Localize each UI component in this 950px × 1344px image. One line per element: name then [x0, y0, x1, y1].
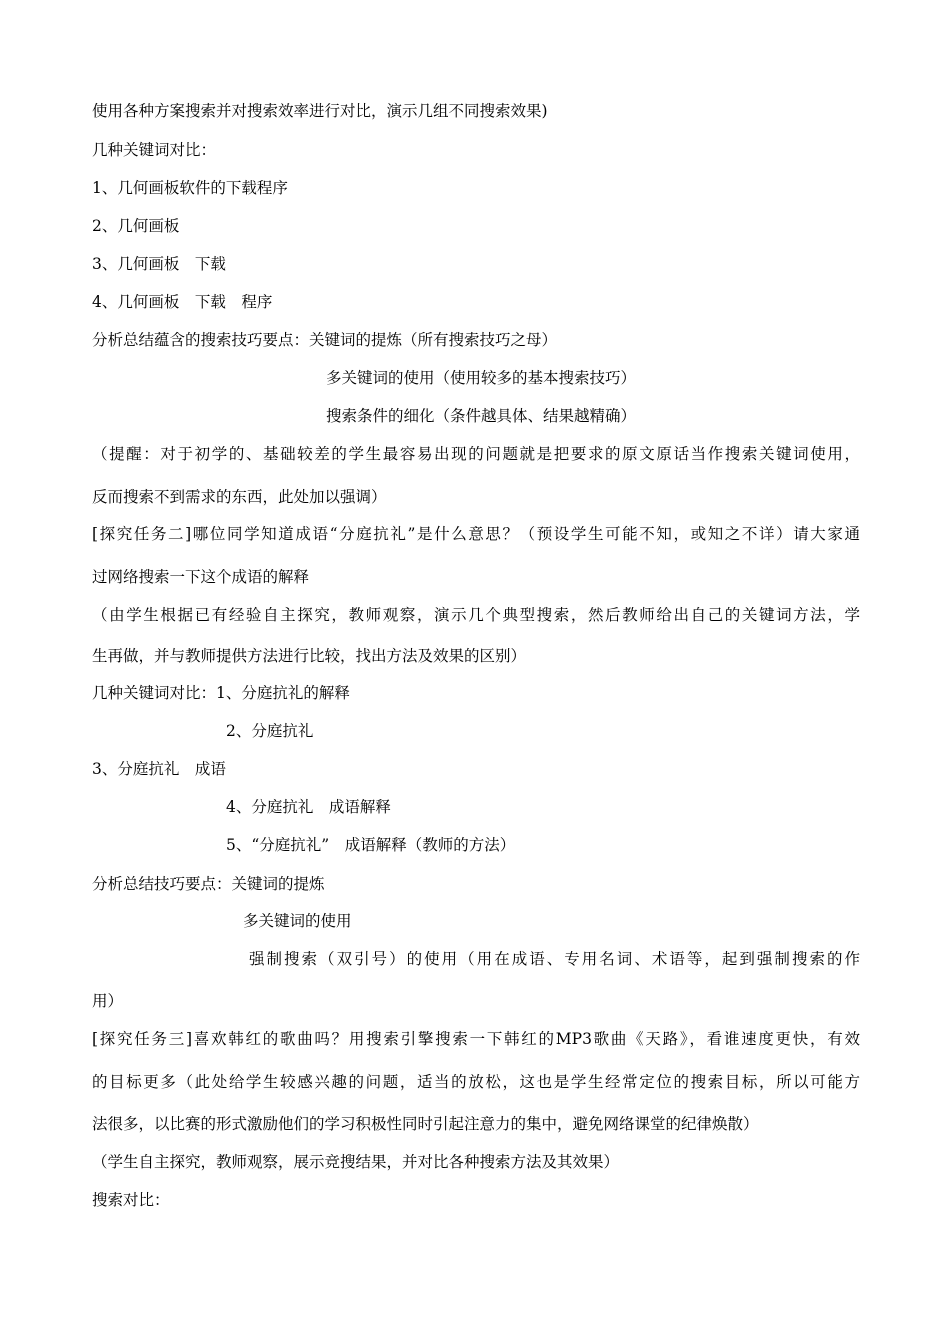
list-item: 5、“分庭抗礼” 成语解释（教师的方法）	[226, 836, 516, 854]
list-item: 4、分庭抗礼 成语解释	[226, 798, 391, 816]
text-line: 搜索条件的细化（条件越具体、结果越精确）	[326, 407, 637, 425]
text-line: （提醒：对于初学的、基础较差的学生最容易出现的问题就是把要求的原文原话当作搜索关键词使用，	[92, 445, 860, 463]
text-line: 多关键词的使用（使用较多的基本搜索技巧）	[326, 369, 637, 387]
list-item: 3、几何画板 下载	[92, 255, 226, 273]
text-line: 反而搜索不到需求的东西，此处加以强调）	[92, 488, 387, 506]
text-line: 多关键词的使用	[243, 912, 352, 930]
list-item: 3、分庭抗礼 成语	[92, 760, 226, 778]
text-line: 法很多，以比赛的形式激励他们的学习积极性同时引起注意力的集中，避免网络课堂的纪律焕散）	[92, 1115, 759, 1133]
list-item: 4、几何画板 下载 程序	[92, 293, 273, 311]
text-line: 生再做，并与教师提供方法进行比较，找出方法及效果的区别）	[92, 647, 527, 665]
text-line: [探究任务二]哪位同学知道成语“分庭抗礼”是什么意思？（预设学生可能不知，或知之不详）请大家通	[92, 525, 860, 543]
text-line: （学生自主探究，教师观察，展示竞搜结果，并对比各种搜索方法及其效果）	[92, 1153, 620, 1171]
text-line: [探究任务三]喜欢韩红的歌曲吗？用搜索引擎搜索一下韩红的MP3歌曲《天路》，看谁速度更快，有效	[92, 1030, 860, 1048]
text-line: 几种关键词对比：	[92, 141, 217, 159]
list-item: 2、几何画板	[92, 217, 180, 235]
text-line: 分析总结技巧要点：关键词的提炼	[92, 875, 325, 893]
text-line: 强制搜索（双引号）的使用（用在成语、专用名词、术语等，起到强制搜索的作	[249, 950, 860, 968]
text-line: 用）	[92, 992, 124, 1010]
text-line: 几种关键词对比：1、分庭抗礼的解释	[92, 684, 350, 702]
text-line: （由学生根据已有经验自主探究，教师观察，演示几个典型搜索，然后教师给出自己的关键词方法，学	[92, 606, 860, 624]
text-line: 的目标更多（此处给学生较感兴趣的问题，适当的放松，这也是学生经常定位的搜索目标，所以可能方	[92, 1073, 860, 1091]
text-line: 搜索对比：	[92, 1191, 170, 1209]
text-line: 分析总结蕴含的搜索技巧要点：关键词的提炼（所有搜索技巧之母）	[92, 331, 558, 349]
list-item: 1、几何画板软件的下载程序	[92, 179, 288, 197]
text-line: 过网络搜索一下这个成语的解释	[92, 568, 310, 586]
text-line: 使用各种方案搜索并对搜索效率进行对比，演示几组不同搜索效果)	[92, 102, 548, 120]
list-item: 2、分庭抗礼	[226, 722, 314, 740]
